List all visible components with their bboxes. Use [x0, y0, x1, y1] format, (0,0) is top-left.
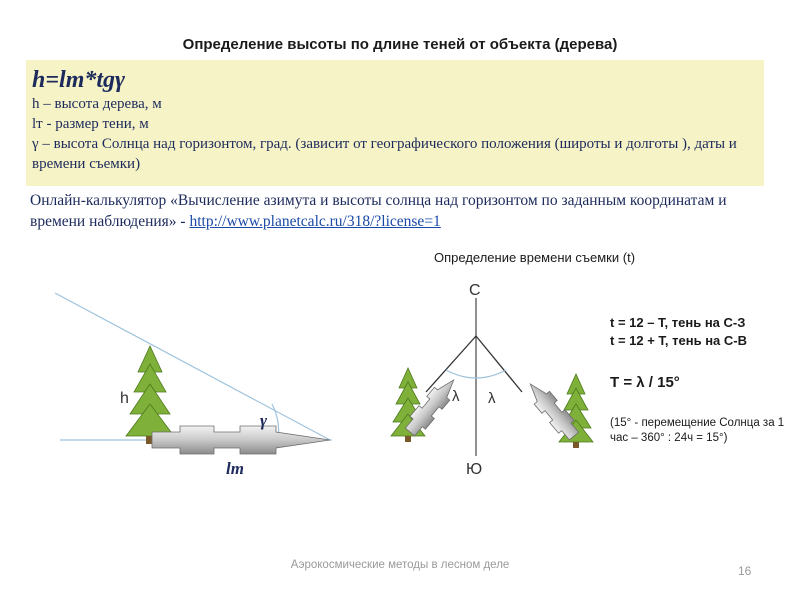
rule-northeast: t = 12 + T, тень на С-В	[610, 333, 747, 348]
tree-left	[126, 346, 174, 444]
label-south: Ю	[466, 461, 483, 478]
time-rules	[610, 314, 747, 350]
definition-gamma: γ – высота Солнца над горизонтом, град. (зависит от географического положения (широты и долготы ), даты и времени съемки)	[32, 136, 737, 172]
definition-shadow: lт - размер тени, м	[32, 116, 149, 132]
label-lambda-right: λ	[488, 390, 496, 407]
formula-T: T = λ / 15°	[610, 374, 680, 391]
page-number: 16	[738, 564, 752, 578]
label-north: С	[469, 282, 481, 299]
calculator-link[interactable]: http://www.planetcalc.ru/318/?license=1	[189, 213, 441, 230]
rule-northwest: t = 12 – T, тень на С-З	[610, 315, 746, 330]
calculator-description: Онлайн-калькулятор «Вычисление азимута и высоты солнца над горизонтом по заданным координатам и времени наблюдения» -	[30, 192, 727, 230]
shadow-line-right	[476, 336, 522, 392]
height-formula: h=lт*tgγ	[32, 67, 126, 93]
shadow-arrow	[152, 426, 330, 454]
time-subtitle: Определение времени съемки (t)	[434, 250, 636, 265]
label-gamma: γ	[260, 411, 268, 430]
tree-right-left	[391, 368, 425, 442]
sun-ray-line	[55, 293, 330, 440]
slide-title: Определение высоты по длине теней от объекта (дерева)	[182, 36, 618, 53]
definition-h: h – высота дерева, м	[32, 96, 162, 112]
label-shadow: lт	[226, 459, 244, 478]
sun-movement-note: (15° - перемещение Солнца за 1 час – 360° : 24ч = 15°)	[610, 417, 785, 444]
label-lambda-left: λ	[452, 388, 460, 405]
label-h: h	[120, 390, 129, 407]
footer-text: Аэрокосмические методы в лесном деле	[290, 559, 510, 571]
